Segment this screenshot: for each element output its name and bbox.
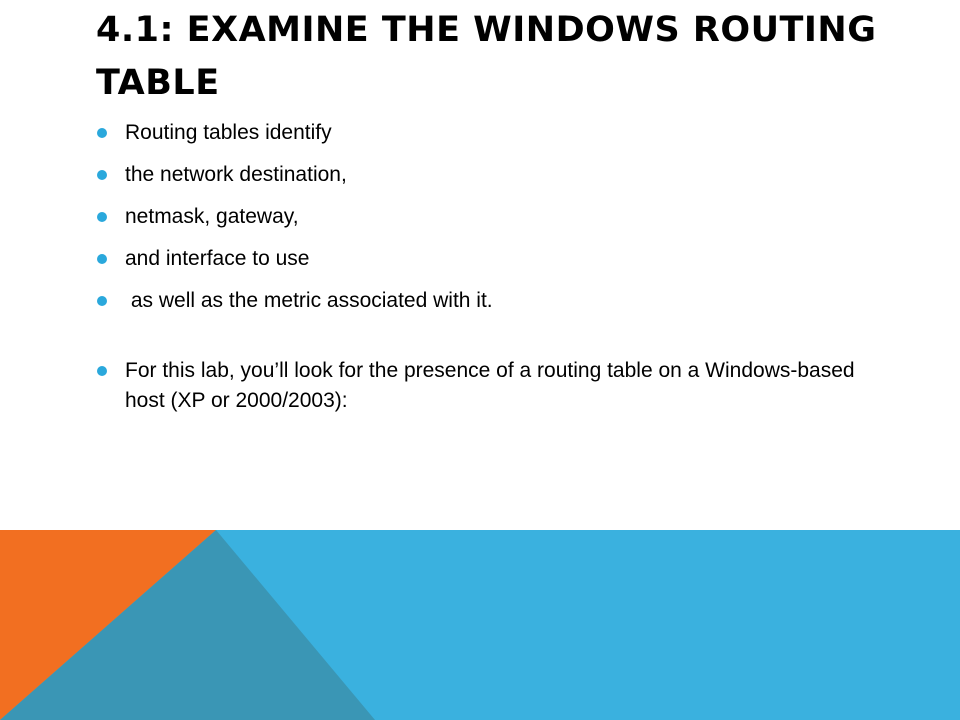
bullet-dot-icon: [97, 128, 107, 138]
bullet-text: For this lab, you’ll look for the presence of a routing table on a Windows-based host (XP or 2000/2003):: [125, 359, 855, 412]
bullet-text: netmask, gateway,: [125, 205, 299, 228]
slide-title: 4.1: EXAMINE THE WINDOWS ROUTING TABLE: [96, 10, 877, 103]
bullet-dot-icon: [97, 170, 107, 180]
bullet-item: [96, 244, 856, 274]
bullet-text: as well as the metric associated with it.: [125, 289, 493, 312]
bullet-text: and interface to use: [125, 247, 310, 270]
bullet-item: [96, 118, 856, 148]
bullet-list: [96, 118, 856, 428]
bullet-dot-icon: [97, 254, 107, 264]
bullet-dot-icon: [97, 212, 107, 222]
footer-decoration: [0, 530, 960, 720]
bullet-text: the network destination,: [125, 163, 347, 186]
bullet-item: [96, 286, 856, 316]
bullet-text: Routing tables identify: [125, 121, 332, 144]
bullet-item: [96, 202, 856, 232]
bullet-item: [96, 356, 856, 416]
bullet-dot-icon: [97, 296, 107, 306]
bullet-item: [96, 160, 856, 190]
bullet-dot-icon: [97, 366, 107, 376]
